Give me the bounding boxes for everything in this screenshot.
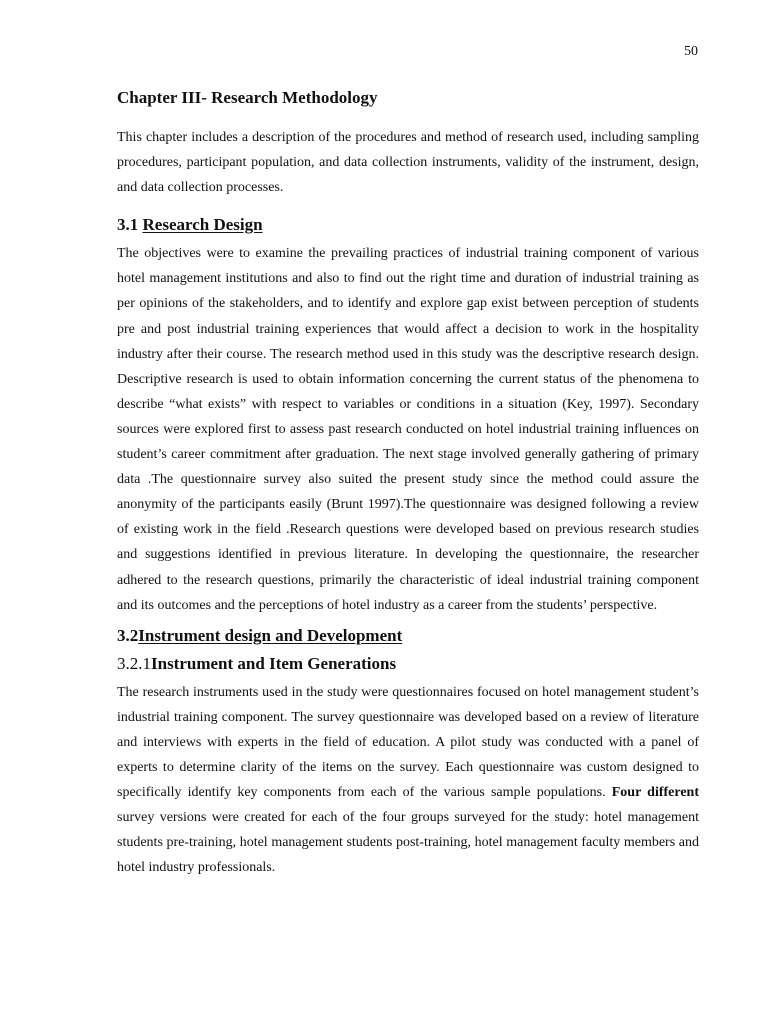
subsection-heading-item-generations [117, 652, 699, 676]
instrument-text-bold: Four different [611, 785, 700, 801]
research-design-paragraph: The objectives were to examine the prevailing practices of industrial training component of various hotel management institutions and also to find out the right time and duration of industrial training as per opinions of the stakeholders, and to identify and explore gap exist between perception of students pre and post industrial training experiences that would affect a decision to work in the hospitality industry after their course. The research method used in this study was the descriptive research design. Descriptive research is used to obtain information concerning the current status of the phenomena to describe “what exists” with respect to variables or conditions in a situation (Key, 1997). Secondary sources were explored first to assess past research conducted on hotel industrial training influences on student’s career commitment after graduation. The next stage involved generally gathering of primary data .The questionnaire survey also suited the present study since the method could assure the anonymity of the participants easily (Brunt 1997).The questionnaire was designed following a review of existing work in the field .Research questions were developed based on previous research studies and suggestions identified in previous literature. In developing the questionnaire, the researcher adhered to the research questions, primarily the characteristic of ideal industrial training component and its outcomes and the perceptions of hotel industry as a career from the students’ perspective. [117, 246, 699, 613]
instrument-text-part-2: survey versions were created for each of the four groups surveyed for the study: hotel management students pre-training, hotel management students post-training, hotel management faculty members and hotel industry professionals. [117, 810, 699, 876]
section-heading-instrument-design [117, 624, 699, 648]
section-title: Research Design [142, 215, 263, 235]
subsection-title: Instrument and Item Generations [151, 653, 397, 673]
section-number: 3.1 [117, 215, 143, 235]
page-content [117, 86, 699, 880]
section-title: Instrument design and Development [138, 625, 403, 645]
intro-paragraph: This chapter includes a description of the procedures and method of research used, including sampling procedures, participant population, and data collection instruments, validity of the instrument, design, and data collection processes. [117, 130, 699, 196]
subsection-number: 3.2.1 [117, 653, 151, 673]
page-number: 50 [684, 44, 698, 59]
section-heading-research-design [117, 213, 699, 237]
instrument-paragraph [117, 680, 699, 881]
chapter-title: Chapter III- Research Methodology [117, 88, 378, 107]
instrument-text-part-1: The research instruments used in the study were questionnaires focused on hotel management student’s industrial training component. The survey questionnaire was developed based on a review of literature and interviews with experts in the field of education. A pilot study was conducted with a panel of experts to determine clarity of the items on the survey. Each questionnaire was custom designed to specifically identify key components from each of the various sample populations. [117, 684, 699, 801]
section-number: 3.2 [117, 625, 139, 645]
